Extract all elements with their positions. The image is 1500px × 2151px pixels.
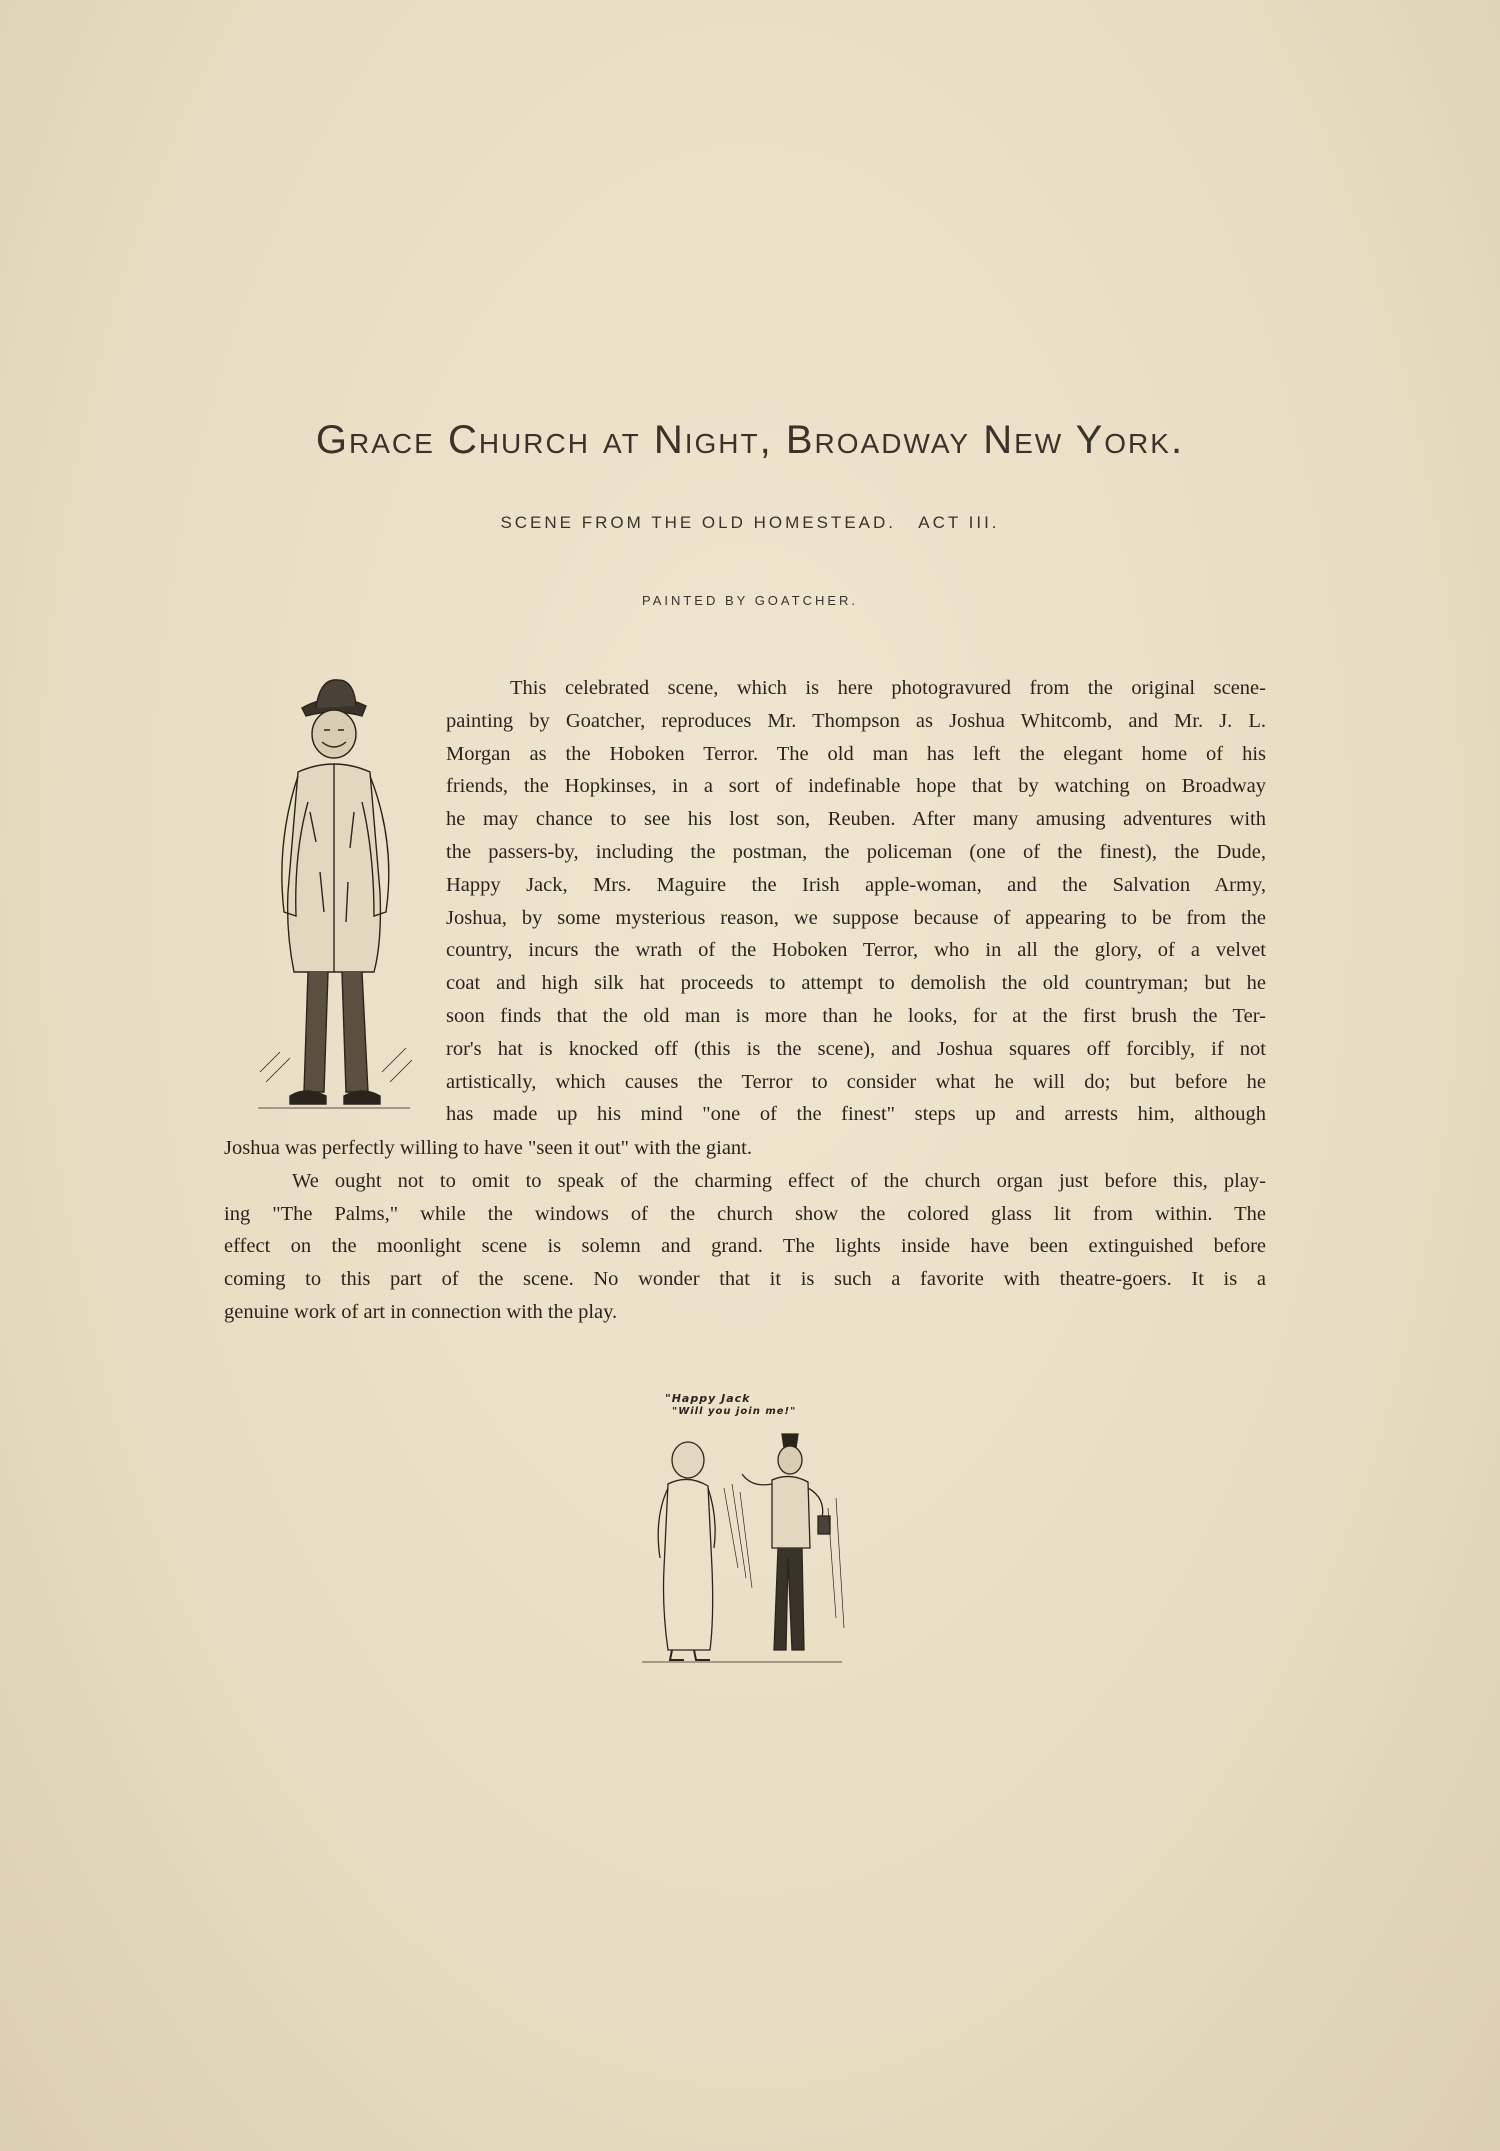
page-title: Grace Church at Night, Broadway New York. — [315, 418, 1185, 462]
painter-credit: PAINTED BY GOATCHER. — [641, 593, 859, 608]
text-line: coming to this part of the scene. No wonder that it is such a favorite with theatre-goers. It is a — [224, 1268, 1266, 1291]
text-line: soon finds that the old man is more than he looks, for at the first brush the Ter- — [446, 1004, 1266, 1027]
scene-subtitle: SCENE FROM THE OLD HOMESTEAD. ACT III. — [500, 513, 1000, 532]
text-line: artistically, which causes the Terror to consider what he will do; but before he — [446, 1070, 1266, 1093]
text-line: We ought not to omit to speak of the charming effect of the church organ just before this, play- — [292, 1169, 1266, 1192]
text-line: Joshua was perfectly willing to have "seen it out" with the giant. — [224, 1137, 752, 1159]
text-line: ing "The Palms," while the windows of the church show the colored glass lit from within. The — [224, 1202, 1266, 1225]
happy-jack-illustration — [632, 1388, 852, 1668]
text-line: country, incurs the wrath of the Hoboken Terror, who in all the glory, of a velvet — [446, 939, 1266, 962]
text-line: he may chance to see his lost son, Reuben. After many amusing adventures with — [446, 808, 1266, 831]
joshua-illustration — [250, 672, 418, 1112]
text-line: Joshua, by some mysterious reason, we suppose because of appearing to be from the — [446, 906, 1266, 929]
text-line: the passers-by, including the postman, the policeman (one of the finest), the Dude, — [446, 840, 1266, 863]
text-line: Morgan as the Hoboken Terror. The old man has left the elegant home of his — [446, 742, 1266, 765]
text-line: painting by Goatcher, reproduces Mr. Thompson as Joshua Whitcomb, and Mr. J. L. — [446, 709, 1266, 732]
illustration-caption-1: "Happy Jack — [665, 1392, 751, 1405]
text-line: ror's hat is knocked off (this is the scene), and Joshua squares off forcibly, if not — [446, 1037, 1266, 1060]
paragraph-2 — [224, 1132, 1266, 1329]
text-line: Happy Jack, Mrs. Maguire the Irish apple-woman, and the Salvation Army, — [446, 873, 1266, 896]
illustration-caption-2: "Will you join me!" — [672, 1406, 797, 1417]
text-line: has made up his mind "one of the finest" steps up and arrests him, although — [446, 1103, 1266, 1126]
text-line: This celebrated scene, which is here photogravured from the original scene- — [510, 677, 1266, 699]
text-line: friends, the Hopkinses, in a sort of indefinable hope that by watching on Broadway — [446, 775, 1266, 798]
text-line: genuine work of art in connection with the play. — [224, 1300, 618, 1323]
text-line: coat and high silk hat proceeds to attempt to demolish the old countryman; but he — [446, 972, 1266, 995]
paragraph-1 — [446, 672, 1266, 1131]
text-line: effect on the moonlight scene is solemn and grand. The lights inside have been extinguished before — [224, 1235, 1266, 1258]
